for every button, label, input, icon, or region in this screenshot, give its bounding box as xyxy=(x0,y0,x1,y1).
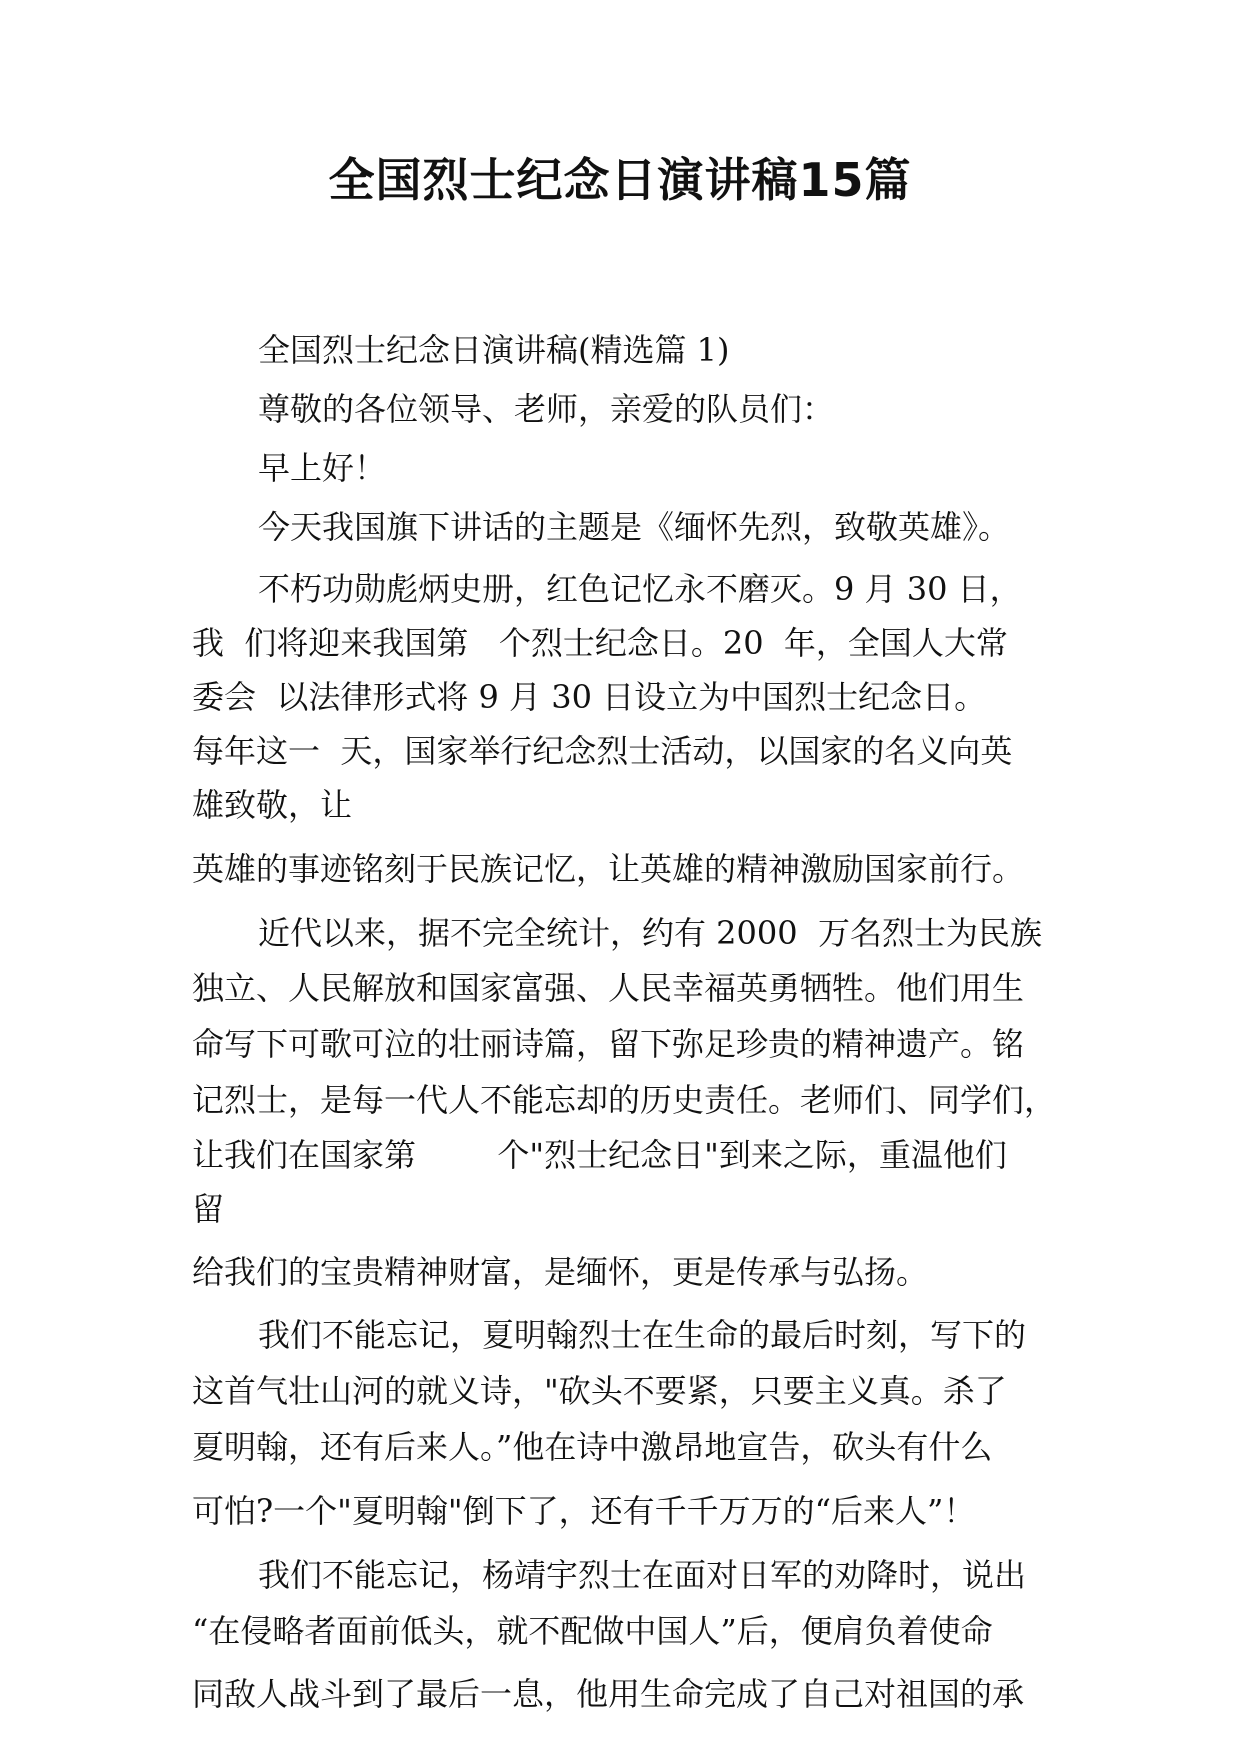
paragraph-line: 夏明翰，还有后来人。”他在诗中激昂地宣告，砍头有什么 xyxy=(192,1428,993,1466)
paragraph-line: 今天我国旗下讲话的主题是《缅怀先烈，致敬英雄》。 xyxy=(258,508,1011,546)
paragraph-line: 我 们将迎来我国第 个烈士纪念日。20 年，全国人大常 xyxy=(192,624,1008,662)
paragraph-line: 让我们在国家第 个"烈士纪念日"到来之际，重温他们 xyxy=(192,1136,1007,1174)
paragraph-line: 同敌人战斗到了最后一息，他用生命完成了自己对祖国的承 xyxy=(192,1675,1025,1713)
paragraph-line: 命写下可歌可泣的壮丽诗篇，留下弥足珍贵的精神遗产。铭 xyxy=(192,1025,1025,1063)
paragraph-line: 我们不能忘记，夏明翰烈士在生命的最后时刻，写下的 xyxy=(258,1316,1027,1354)
paragraph-line: 全国烈士纪念日演讲稿(精选篇 1) xyxy=(258,331,730,369)
paragraph-line: 早上好！ xyxy=(258,449,387,487)
paragraph-line: 近代以来，据不完全统计，约有 2000 万名烈士为民族 xyxy=(258,914,1042,952)
paragraph-line: 可怕?一个"夏明翰"倒下了，还有千千万万的“后来人”！ xyxy=(192,1492,976,1530)
paragraph-line: 英雄的事迹铭刻于民族记忆，让英雄的精神激励国家前行。 xyxy=(192,850,1025,888)
paragraph-line: 每年这一 天，国家举行纪念烈士活动，以国家的名义向英 xyxy=(192,732,1013,770)
document-title: 全国烈士纪念日演讲稿15篇 xyxy=(328,153,912,207)
paragraph-line: 雄致敬，让 xyxy=(192,786,353,824)
paragraph-line: 留 xyxy=(192,1190,225,1228)
paragraph-line: 独立、人民解放和国家富强、人民幸福英勇牺牲。他们用生 xyxy=(192,969,1025,1007)
paragraph-line: “在侵略者面前低头，就不配做中国人”后，便肩负着使命 xyxy=(192,1612,993,1650)
paragraph-line: 尊敬的各位领导、老师，亲爱的队员们： xyxy=(258,390,835,428)
paragraph-line: 这首气壮山河的就义诗，"砍头不要紧，只要主义真。杀了 xyxy=(192,1372,1007,1410)
paragraph-line: 给我们的宝贵精神财富，是缅怀，更是传承与弘扬。 xyxy=(192,1253,929,1291)
paragraph-line: 不朽功勋彪炳史册，红色记忆永不磨灭。9 月 30 日， xyxy=(258,570,1022,608)
paragraph-line: 记烈士，是每一代人不能忘却的历史责任。老师们、同学们， xyxy=(192,1081,1057,1119)
paragraph-line: 委会 以法律形式将 9 月 30 日设立为中国烈士纪念日。 xyxy=(192,678,987,716)
paragraph-line: 我们不能忘记，杨靖宇烈士在面对日军的劝降时，说出 xyxy=(258,1556,1027,1594)
